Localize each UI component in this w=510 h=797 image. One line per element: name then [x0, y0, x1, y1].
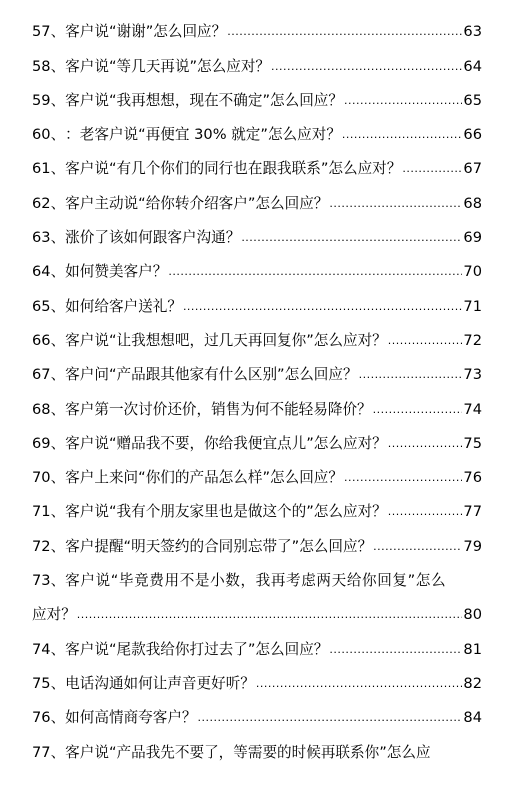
toc-entry[interactable] [32, 247, 482, 281]
dot-leader [359, 366, 463, 384]
toc-entry-title: 客户说“尾款我给你打过去了”怎么回应？ [65, 640, 329, 658]
table-of-contents [32, 7, 482, 762]
toc-entry-title: 客户说“我再想想，现在不确定”怎么回应？ [65, 91, 343, 109]
dot-leader [329, 195, 462, 213]
toc-entry-page: 67 [463, 160, 482, 178]
toc-entry-title: 客户说“有几个你们的同行也在跟我联系”怎么应对？ [65, 160, 402, 178]
toc-entry[interactable] [32, 41, 482, 75]
toc-entry-title-continuation: 应对？ [32, 606, 76, 624]
toc-entry-title: 客户说“毕竟费用不是小数，我再考虑两天给你回复”怎么 [65, 572, 447, 590]
toc-entry[interactable] [32, 178, 482, 212]
toc-entry-title: 客户说“让我想想吧，过几天再回复你”怎么应对？ [65, 331, 387, 349]
toc-entry-number: 70、 [32, 469, 66, 487]
toc-entry-title: 客户上来问“你们的产品怎么样”怎么回应？ [65, 469, 343, 487]
toc-entry-page: 82 [463, 674, 482, 692]
dot-leader [373, 538, 462, 556]
toc-entry[interactable] [32, 350, 482, 384]
toc-entry-number: 64、 [32, 263, 66, 281]
dot-leader [227, 23, 462, 41]
toc-entry-title: 客户说“赠品我不要，你给我便宜点儿”怎么应对？ [65, 434, 387, 452]
toc-entry-number: 71、 [32, 503, 66, 521]
dot-leader [183, 298, 462, 316]
toc-entry-number: 63、 [32, 229, 66, 247]
toc-entry-title: 电话沟通如何让声音更好听？ [65, 674, 255, 692]
toc-entry-number: 74、 [32, 640, 66, 658]
toc-entry-number: 76、 [32, 709, 66, 727]
toc-entry[interactable] [32, 144, 482, 178]
toc-entry-number: 68、 [32, 400, 66, 418]
dot-leader [388, 332, 463, 350]
toc-entry[interactable] [32, 624, 482, 658]
dot-leader [402, 160, 462, 178]
toc-entry-page: 76 [463, 469, 482, 487]
toc-entry-title: 如何给客户送礼？ [65, 297, 182, 315]
dot-leader [77, 606, 463, 624]
toc-entry[interactable] [32, 384, 482, 418]
dot-leader [344, 92, 462, 110]
toc-entry-page: 70 [463, 263, 482, 281]
toc-entry-title: 客户提醒“明天签约的合同别忘带了”怎么回应？ [65, 537, 373, 555]
toc-entry-page: 79 [463, 537, 482, 555]
dot-leader [342, 126, 463, 144]
toc-entry-title: 如何赞美客户？ [65, 263, 168, 281]
toc-entry-number: 59、 [32, 91, 66, 109]
toc-entry-page: 80 [463, 606, 482, 624]
dot-leader [271, 58, 462, 76]
toc-entry-page: 68 [463, 194, 482, 212]
toc-entry-title: ：老客户说“再便宜 30% 就定”怎么应对？ [65, 126, 341, 144]
toc-entry-title: 客户问“产品跟其他家有什么区别”怎么回应？ [65, 366, 358, 384]
toc-entry-page: 84 [463, 709, 482, 727]
toc-entry-page: 66 [463, 126, 482, 144]
toc-entry-number: 62、 [32, 194, 66, 212]
dot-leader [388, 435, 463, 453]
toc-entry[interactable] [32, 693, 482, 727]
toc-entry-page: 71 [463, 297, 482, 315]
toc-entry-number: 69、 [32, 434, 66, 452]
toc-entry-title: 客户说“产品我先不要了，等需要的时候再联系你”怎么应 [65, 743, 431, 761]
toc-entry-title: 涨价了该如何跟客户沟通？ [65, 229, 241, 247]
toc-entry-page: 81 [463, 640, 482, 658]
toc-entry[interactable] [32, 727, 482, 761]
toc-entry-number: 73、 [32, 572, 66, 590]
dot-leader [241, 229, 462, 247]
toc-entry-page: 69 [463, 229, 482, 247]
toc-entry[interactable] [32, 76, 482, 110]
toc-entry-number: 67、 [32, 366, 66, 384]
toc-entry-number: 61、 [32, 160, 66, 178]
toc-entry-continuation[interactable] [32, 590, 482, 624]
dot-leader [344, 469, 462, 487]
toc-entry-page: 63 [463, 23, 482, 41]
toc-entry[interactable] [32, 487, 482, 521]
toc-entry-title: 客户说“谢谢”怎么回应？ [65, 23, 227, 41]
toc-entry-page: 65 [463, 91, 482, 109]
toc-entry-page: 64 [463, 57, 482, 75]
toc-entry[interactable] [32, 281, 482, 315]
toc-entry-number: 77、 [32, 743, 66, 761]
toc-entry[interactable] [32, 110, 482, 144]
toc-entry-number: 58、 [32, 57, 66, 75]
toc-entry-page: 72 [463, 331, 482, 349]
toc-entry[interactable] [32, 7, 482, 41]
toc-entry-number: 72、 [32, 537, 66, 555]
toc-entry[interactable] [32, 213, 482, 247]
toc-entry-title: 如何高情商夸客户？ [65, 709, 197, 727]
toc-entry[interactable] [32, 419, 482, 453]
dot-leader [256, 675, 463, 693]
dot-leader [168, 263, 462, 281]
toc-entry-page: 77 [463, 503, 482, 521]
toc-entry-page: 75 [463, 434, 482, 452]
toc-entry-number: 66、 [32, 331, 66, 349]
toc-entry-page: 73 [463, 366, 482, 384]
toc-entry-title: 客户主动说“给你转介绍客户”怎么回应？ [65, 194, 329, 212]
toc-entry[interactable] [32, 521, 482, 555]
dot-leader [388, 503, 463, 521]
toc-entry[interactable] [32, 659, 482, 693]
toc-entry-title: 客户说“我有个朋友家里也是做这个的”怎么应对？ [65, 503, 387, 521]
toc-entry[interactable] [32, 453, 482, 487]
toc-entry[interactable] [32, 556, 482, 590]
toc-entry-page: 74 [463, 400, 482, 418]
toc-entry-number: 65、 [32, 297, 66, 315]
toc-entry-number: 75、 [32, 674, 66, 692]
dot-leader [329, 641, 462, 659]
toc-entry-number: 57、 [32, 23, 66, 41]
toc-entry-number: 60、 [32, 126, 66, 144]
toc-entry[interactable] [32, 316, 482, 350]
toc-entry-title: 客户说“等几天再说”怎么应对？ [65, 57, 271, 75]
dot-leader [373, 401, 463, 419]
dot-leader [198, 709, 463, 727]
toc-entry-title: 客户第一次讨价还价，销售为何不能轻易降价？ [65, 400, 372, 418]
